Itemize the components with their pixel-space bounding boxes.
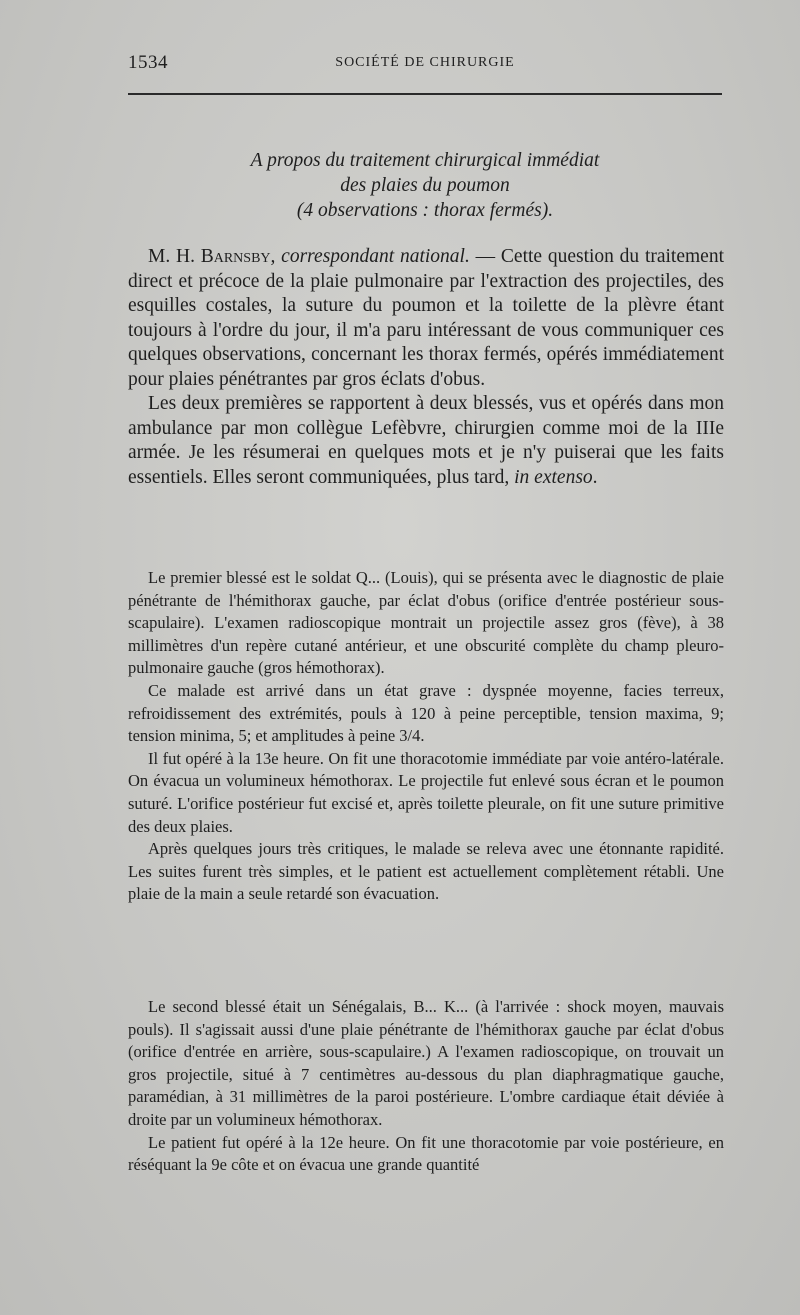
case-2-section — [128, 996, 724, 1177]
case-1-section — [128, 567, 724, 906]
page-number: 1534 — [128, 52, 168, 73]
case-2-paragraph-2: Le patient fut opéré à la 12e heure. On fit une thoracotomie par voie postérieure, en réséquant la 9e côte et on évacua une grande quantité — [128, 1132, 724, 1175]
case-2-paragraph-1: Le second blessé était un Sénégalais, B... K... (à l'arrivée : shock moyen, mauvais pouls). Il s'agissait aussi d'une plaie pénétrante de l'hémithorax gauche par éclat d'obus (orifice d'entrée en arrière, sous-scapulaire.) A l'examen radioscopique, on trouvait un gros projectile, situé à 7 centimètres au-dessous du plan diaphragmatique gauche, paramédian, à 31 millimètres de la paroi postérieure. L'ombre cardiaque était déviée à droite par un volumineux hémothorax. — [128, 997, 724, 1129]
intro-paragraph-2-text: Les deux premières se rapportent à deux blessés, vus et opérés dans mon ambulance par mon collègue Lefèbvre, chirurgien comme moi de la IIIe armée. Je les résumerai en quelques mots et je n'y puiserai que les faits essentiels. Elles seront communiquées, plus tard, — [128, 393, 724, 488]
header-rule — [128, 93, 722, 95]
author-name: Barnsby — [200, 246, 271, 267]
article-title — [128, 148, 722, 223]
title-line-1: A propos du traitement chirurgical immédiat — [250, 150, 600, 171]
in-extenso: in extenso — [514, 466, 593, 488]
author-prefix: M. H. — [148, 246, 201, 267]
case-1-paragraph-2: Ce malade est arrivé dans un état grave : dyspnée moyenne, facies terreux, refroidissement des extrémités, pouls à 120 à peine perceptible, tension maxima, 9; tension minima, 5; et amplitudes à peine 3/4. — [128, 680, 724, 746]
case-1-paragraph-3: Il fut opéré à la 13e heure. On fit une thoracotomie immédiate par voie antéro-latérale. On évacua un volumineux hémothorax. Le projectile fut enlevé sous écran et le poumon suturé. L'orifice postérieur fut excisé et, après toilette pleurale, on fit une suture primitive des deux plaies. — [128, 748, 724, 836]
intro-paragraph-2-end: . — [592, 466, 598, 488]
title-line-2: des plaies du poumon — [340, 175, 510, 196]
page-header — [128, 52, 722, 76]
intro-paragraph-1-text: — Cette question du traitement direct et précoce de la plaie pulmonaire par l'extraction des projectiles, des esquilles costales, la suture du poumon et la toilette de la plèvre étant toujours à l'ordre du jour, il m'a paru intéressant de vous communiquer ces quelques observations, concernant les thorax fermés, opérés immédiatement pour plaies pénétrantes par gros éclats d'obus. — [128, 246, 725, 390]
intro-paragraph-1 — [128, 245, 724, 392]
case-1-paragraph-1: Le premier blessé est le soldat Q... (Louis), qui se présenta avec le diagnostic de plaie pénétrante de l'hémithorax gauche, par éclat d'obus (orifice d'entrée postérieur sous-scapulaire). L'examen radioscopique montrait un projectile assez gros (fève), à 38 millimètres d'un repère cutané antérieur, et une obscurité complète du champ pleuro-pulmonaire gauche (gros hémothorax). — [128, 568, 724, 678]
intro-section — [128, 245, 724, 490]
case-1-paragraph-4: Après quelques jours très critiques, le malade se releva avec une étonnante rapidité. Les suites furent très simples, et le patient est actuellement complètement rétabli. Une plaie de la main a seule retardé son évacuation. — [128, 839, 724, 904]
author-role: , correspondant national. — [270, 246, 470, 267]
intro-paragraph-2 — [128, 392, 724, 490]
running-head: SOCIÉTÉ DE CHIRURGIE — [335, 55, 515, 70]
title-line-3: (4 observations : thorax fermés). — [296, 200, 554, 221]
